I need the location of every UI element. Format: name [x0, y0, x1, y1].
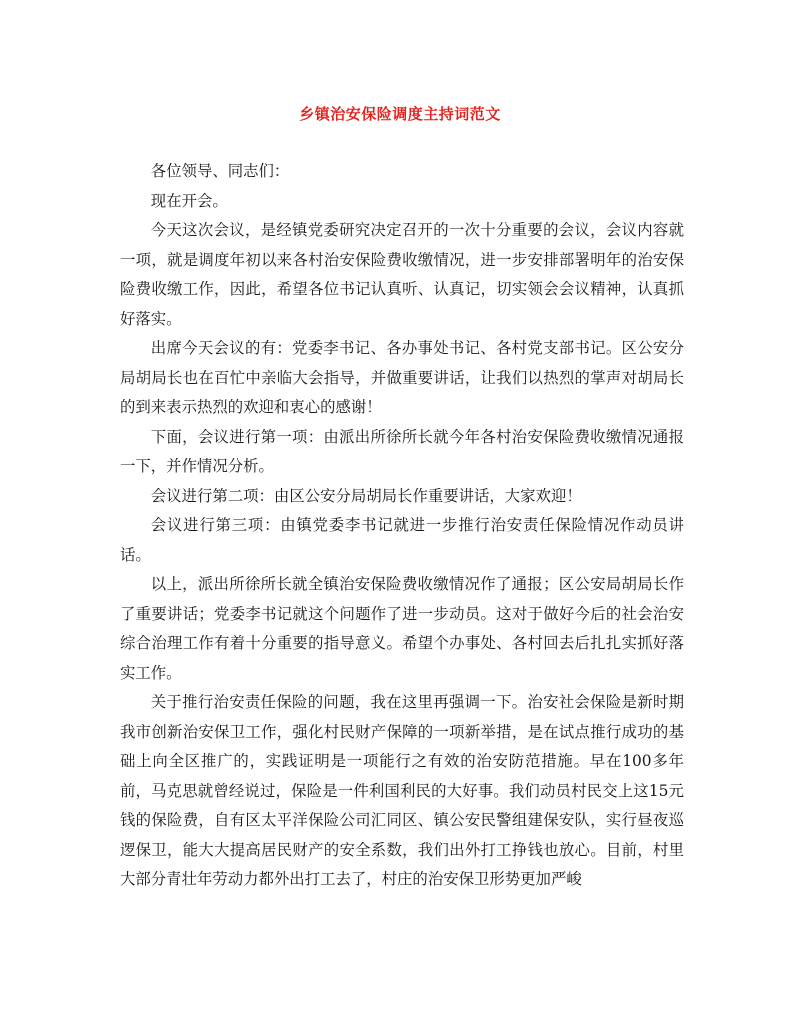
paragraph: 今天这次会议，是经镇党委研究决定召开的一次十分重要的会议，会议内容就一项，就是调度年初以来各村治安保险费收缴情况，进一步安排部署明年的治安保险费收缴工作，因此，希望各位书记认真听、认真记，切实领会会议精神，认真抓好落实。: [120, 221, 684, 328]
paragraph: 以上，派出所徐所长就全镇治安保险费收缴情况作了通报；区公安局胡局长作了重要讲话；党委李书记就这个问题作了进一步动员。这对于做好今后的社会治安综合治理工作有着十分重要的指导意义。希望个办事处、各村回去后扎扎实抓好落实工作。: [120, 575, 684, 682]
paragraph: 会议进行第三项：由镇党委李书记就进一步推行治安责任保险情况作动员讲话。: [120, 516, 684, 564]
paragraph: 各位领导、同志们：: [150, 162, 290, 180]
paragraph: 下面，会议进行第一项：由派出所徐所长就今年各村治安保险费收缴情况通报一下，并作情况分析。: [120, 427, 684, 475]
document-title: 乡镇治安保险调度主持词范文: [299, 105, 501, 123]
paragraph: 出席今天会议的有：党委李书记、各办事处书记、各村党支部书记。区公安分局胡局长也在百忙中亲临大会指导，并做重要讲话，让我们以热烈的掌声对胡局长的到来表示热烈的欢迎和衷心的感谢！: [120, 339, 684, 416]
document-body: [120, 157, 684, 895]
paragraph: 关于推行治安责任保险的问题，我在这里再强调一下。治安社会保险是新时期我市创新治安保卫工作，强化村民财产保障的一项新举措，是在试点推行成功的基础上向全区推广的，实践证明是一项能行之有效的治安防范措施。早在100多年前，马克思就曾经说过，保险是一件利国利民的大好事。我们动员村民交上这15元钱的保险费，自有区太平洋保险公司汇同区、镇公安民警组建保安队，实行昼夜巡逻保卫，能大大提高居民财产的安全系数，我们出外打工挣钱也放心。目前，村里大部分青壮年劳动力都外出打工去了，村庄的治安保卫形势更加严峻: [120, 693, 684, 888]
paragraph: 现在开会。: [150, 191, 228, 210]
paragraph: 会议进行第二项：由区公安分局胡局长作重要讲话，大家欢迎！: [150, 486, 582, 505]
